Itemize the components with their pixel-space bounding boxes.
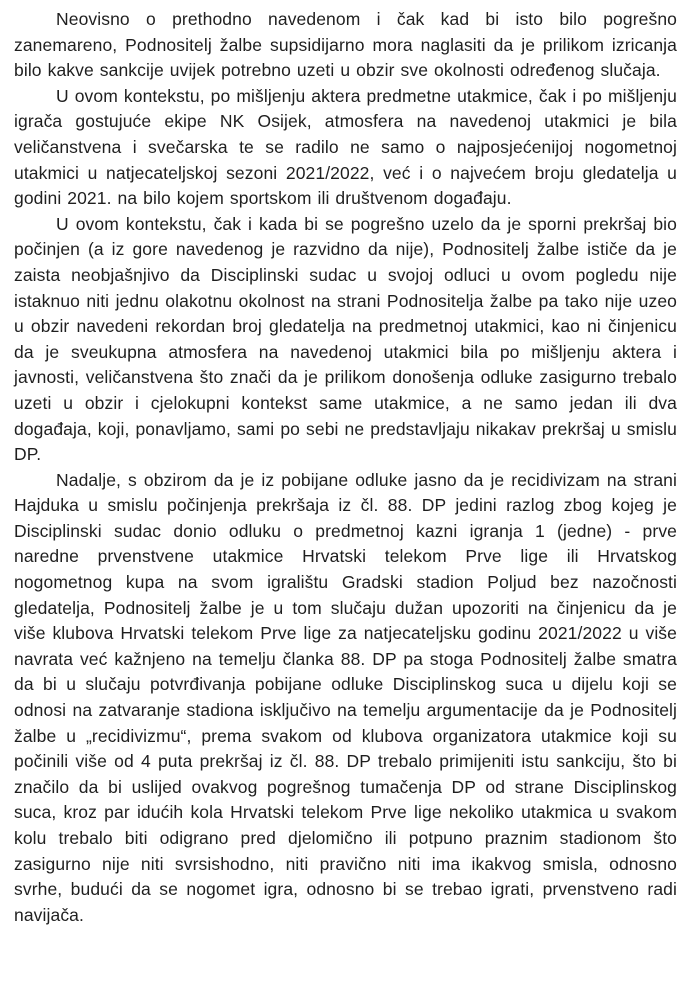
paragraph-2: U ovom kontekstu, po mišljenju aktera predmetne utakmice, čak i po mišljenju igrača gostujuće ekipe NK Osijek, atmosfera na navedenoj utakmici je bila veličanstvena i svečarska te se radilo ne samo o najposjećenijoj nogometnoj utakmici u natjecateljskoj sezoni 2021/2022, već i o najvećem broju gledatelja u godini 2021. na bilo kojem sportskom ili društvenom događaju. [14,85,677,209]
paragraph-4: Nadalje, s obzirom da je iz pobijane odluke jasno da je recidivizam na strani Hajduka u smislu počinjenja prekršaja iz čl. 88. DP jedini razlog zbog kojeg je Disciplinski sudac donio odluku o predmetnoj kazni igranja 1 (jedne) - prve naredne prvenstvene utakmice Hrvatski telekom Prve lige ili Hrvatskog nogometnog kupa na svom igralištu Gradski stadion Poljud bez nazočnosti gledatelja, Podnositelj žalbe je u tom slučaju dužan upozoriti na činjenicu da je više klubova Hrvatski telekom Prve lige za natjecateljsku godinu 2021/2022 u više navrata već kažnjeno na temelju članka 88. DP pa stoga Podnositelj žalbe smatra da bi u slučaju potvrđivanja pobijane odluke Disciplinskog suca u dijelu koji se odnosi na zatvaranje stadiona isključivo na temelju argumentacije da je Podnositelj žalbe u „recidivizmu“, prema svakom od klubova organizatora utakmice koji su počinili više od 4 puta prekršaj iz čl. 88. DP trebalo primijeniti istu sankciju, što bi značilo da bi uslijed ovakvog pogrešnog tumačenja DP od strane Disciplinskog suca, kroz par idućih kola Hrvatski telekom Prve lige nekoliko utakmica u svakom kolu trebalo biti odigrano pred djelomično ili potpuno praznim stadionom što zasigurno nije niti svrsishodno, niti pravično niti ima ikakvog smisla, odnosno svrhe, budući da se nogomet igra, odnosno bi se trebao igrati, prvenstveno radi navijača. [14,469,677,925]
paragraph-1: Neovisno o prethodno navedenom i čak kad bi isto bilo pogrešno zanemareno, Podnositelj žalbe supsidijarno mora naglasiti da je prilikom izricanja bilo kakve sankcije uvijek potrebno uzeti u obzir sve okolnosti određenog slučaja. [14,9,677,81]
paragraph-3: U ovom kontekstu, čak i kada bi se pogrešno uzelo da je sporni prekršaj bio počinjen (a iz gore navedenog je razvidno da nije), Podnositelj žalbe ističe da je zaista neobjašnjivo da Disciplinski sudac u svojoj odluci u ovom pogledu nije istaknuo niti jednu olakotnu okolnost na strani Podnositelja žalbe pa tako nije uzeo u obzir navedeni rekordan broj gledatelja na predmetnoj utakmici, kao ni činjenicu da je sveukupna atmosfera na navedenoj utakmici bila po mišljenju aktera i javnosti, veličanstvena što znači da je prilikom donošenja odluke zasigurno trebalo uzeti u obzir i cjelokupni kontekst same utakmice, a ne samo jedan ili dva događaja, koji, ponavljamo, sami po sebi ne predstavljaju nikakav prekršaj u smislu DP. [14,213,677,465]
